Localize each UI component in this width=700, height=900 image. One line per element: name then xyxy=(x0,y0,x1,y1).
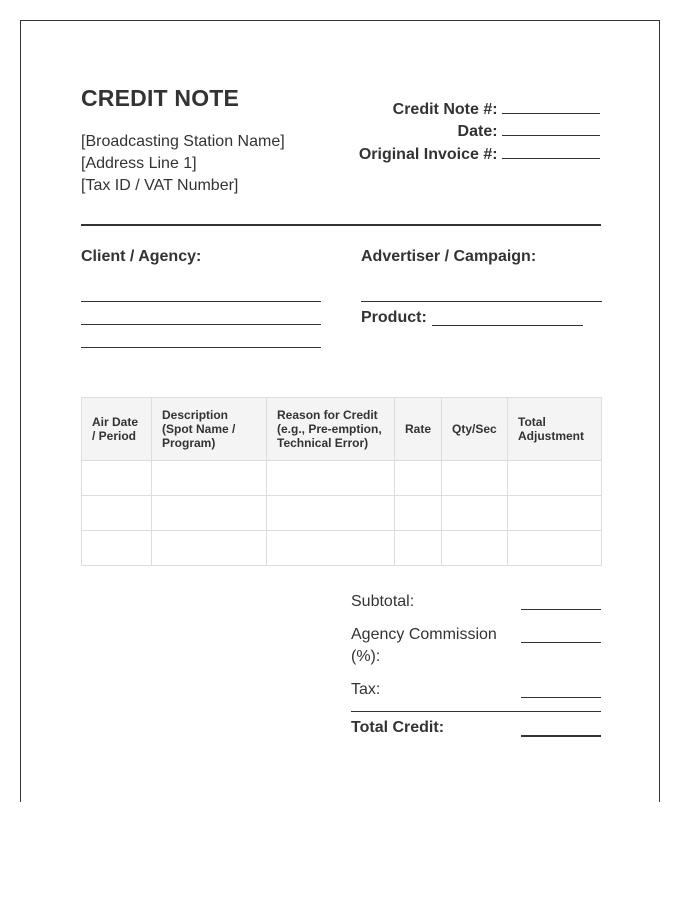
column-header-rate: Rate xyxy=(395,398,442,461)
column-header-air-date: Air Date / Period xyxy=(82,398,152,461)
tax-label: Tax: xyxy=(351,681,381,698)
totals-divider xyxy=(351,711,601,712)
station-address: [Address Line 1] xyxy=(81,155,197,172)
tax-field[interactable] xyxy=(521,697,601,698)
header-divider xyxy=(81,224,601,226)
original-invoice-row xyxy=(359,144,600,164)
total-credit-field[interactable] xyxy=(521,735,601,737)
agency-commission-field[interactable] xyxy=(521,642,601,643)
table-cell[interactable] xyxy=(395,531,442,566)
credit-note-number-field[interactable] xyxy=(502,99,600,114)
table-cell[interactable] xyxy=(395,496,442,531)
table-cell[interactable] xyxy=(508,461,602,496)
date-row xyxy=(458,121,600,141)
original-invoice-field[interactable] xyxy=(502,144,600,159)
client-line-1[interactable] xyxy=(81,301,321,302)
table-cell[interactable] xyxy=(508,531,602,566)
table-cell[interactable] xyxy=(267,496,395,531)
table-cell[interactable] xyxy=(395,461,442,496)
table-cell[interactable] xyxy=(152,461,267,496)
product-label: Product: xyxy=(361,309,427,326)
document-title: CREDIT NOTE xyxy=(81,85,240,111)
table-row xyxy=(82,461,602,496)
advertiser-line[interactable] xyxy=(361,301,602,302)
agency-commission-label: Agency Commission (%): xyxy=(351,626,497,665)
total-credit-label: Total Credit: xyxy=(351,719,445,736)
date-field[interactable] xyxy=(502,121,600,136)
table-row xyxy=(82,496,602,531)
credit-note-number-row xyxy=(393,99,600,119)
station-name: [Broadcasting Station Name] xyxy=(81,133,285,150)
table-cell[interactable] xyxy=(442,496,508,531)
credit-note-page xyxy=(20,20,660,802)
table-cell[interactable] xyxy=(442,531,508,566)
table-cell[interactable] xyxy=(82,531,152,566)
credit-note-number-label: Credit Note #: xyxy=(392,101,498,118)
table-header-row xyxy=(82,398,602,461)
table-cell[interactable] xyxy=(508,496,602,531)
table-cell[interactable] xyxy=(442,461,508,496)
table-cell[interactable] xyxy=(152,531,267,566)
table-cell[interactable] xyxy=(82,461,152,496)
date-label: Date: xyxy=(457,123,498,140)
column-header-description: Description (Spot Name / Program) xyxy=(152,398,267,461)
subtotal-label: Subtotal: xyxy=(351,593,415,610)
advertiser-campaign-label: Advertiser / Campaign: xyxy=(361,248,537,265)
client-agency-label: Client / Agency: xyxy=(81,248,202,265)
subtotal-field[interactable] xyxy=(521,609,601,610)
client-line-2[interactable] xyxy=(81,324,321,325)
product-line[interactable] xyxy=(432,325,583,326)
station-tax-id: [Tax ID / VAT Number] xyxy=(81,177,239,194)
line-items-table xyxy=(81,397,602,566)
column-header-qty: Qty/Sec xyxy=(442,398,508,461)
table-cell[interactable] xyxy=(82,496,152,531)
table-cell[interactable] xyxy=(152,496,267,531)
table-row xyxy=(82,531,602,566)
client-line-3[interactable] xyxy=(81,347,321,348)
column-header-total-adjustment: Total Adjustment xyxy=(508,398,602,461)
original-invoice-label: Original Invoice #: xyxy=(358,146,498,163)
table-cell[interactable] xyxy=(267,461,395,496)
column-header-reason: Reason for Credit (e.g., Pre-emption, Technical Error) xyxy=(267,398,395,461)
table-cell[interactable] xyxy=(267,531,395,566)
